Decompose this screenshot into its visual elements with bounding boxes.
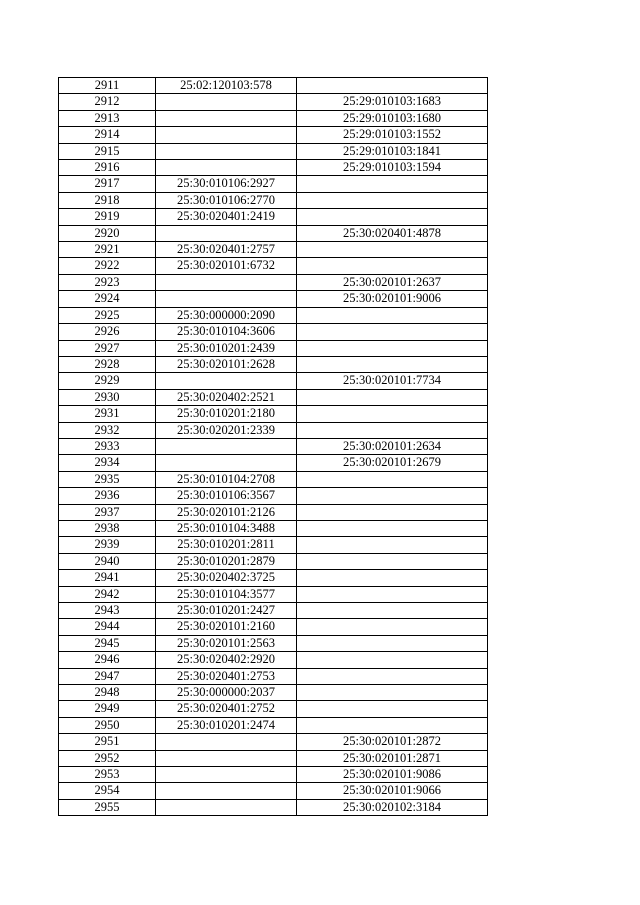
cadastral-number-cell-a	[156, 225, 297, 241]
cadastral-number-cell-a: 25:30:010201:2879	[156, 553, 297, 569]
cadastral-number-cell-b	[297, 685, 488, 701]
cadastral-number-cell-b	[297, 176, 488, 192]
cadastral-number-cell-b	[297, 619, 488, 635]
cadastral-number-cell-b: 25:29:010103:1841	[297, 143, 488, 159]
cadastral-number-cell-a: 25:30:010201:2427	[156, 603, 297, 619]
table-row	[59, 225, 488, 241]
cadastral-number-cell-a: 25:30:010201:2811	[156, 537, 297, 553]
cadastral-number-cell-a	[156, 160, 297, 176]
table-row	[59, 356, 488, 372]
cadastral-number-cell-a: 25:30:020201:2339	[156, 422, 297, 438]
row-number-cell: 2937	[59, 504, 156, 520]
table-row	[59, 570, 488, 586]
row-number-cell: 2950	[59, 717, 156, 733]
table-row	[59, 504, 488, 520]
cadastral-number-cell-b: 25:30:020101:2871	[297, 750, 488, 766]
cadastral-number-cell-a	[156, 799, 297, 815]
row-number-cell: 2911	[59, 78, 156, 94]
cadastral-number-cell-b: 25:30:020102:3184	[297, 799, 488, 815]
table-row	[59, 488, 488, 504]
row-number-cell: 2923	[59, 274, 156, 290]
cadastral-number-cell-a: 25:30:010201:2474	[156, 717, 297, 733]
cadastral-number-cell-a	[156, 274, 297, 290]
table-row	[59, 209, 488, 225]
cadastral-number-cell-a: 25:30:020401:2757	[156, 242, 297, 258]
cadastral-number-cell-b	[297, 258, 488, 274]
cadastral-number-cell-b	[297, 717, 488, 733]
cadastral-number-cell-a: 25:30:010201:2180	[156, 406, 297, 422]
registry-table-body	[59, 78, 488, 816]
table-row	[59, 258, 488, 274]
cadastral-number-cell-a: 25:30:010201:2439	[156, 340, 297, 356]
cadastral-number-cell-a	[156, 127, 297, 143]
cadastral-number-cell-b: 25:30:020101:2637	[297, 274, 488, 290]
table-row	[59, 242, 488, 258]
table-row	[59, 274, 488, 290]
cadastral-number-cell-a	[156, 455, 297, 471]
row-number-cell: 2947	[59, 668, 156, 684]
table-row	[59, 750, 488, 766]
table-row	[59, 176, 488, 192]
table-row	[59, 373, 488, 389]
table-row	[59, 635, 488, 651]
cadastral-number-cell-b	[297, 356, 488, 372]
cadastral-number-cell-a: 25:30:020402:3725	[156, 570, 297, 586]
row-number-cell: 2921	[59, 242, 156, 258]
cadastral-number-cell-a	[156, 291, 297, 307]
cadastral-number-cell-a: 25:30:020101:2628	[156, 356, 297, 372]
row-number-cell: 2922	[59, 258, 156, 274]
row-number-cell: 2918	[59, 192, 156, 208]
row-number-cell: 2931	[59, 406, 156, 422]
cadastral-number-cell-b	[297, 406, 488, 422]
cadastral-number-cell-b	[297, 570, 488, 586]
row-number-cell: 2943	[59, 603, 156, 619]
row-number-cell: 2953	[59, 767, 156, 783]
cadastral-number-cell-a: 25:30:010104:3606	[156, 324, 297, 340]
table-row	[59, 291, 488, 307]
cadastral-number-cell-b	[297, 340, 488, 356]
row-number-cell: 2924	[59, 291, 156, 307]
row-number-cell: 2941	[59, 570, 156, 586]
cadastral-number-cell-b	[297, 668, 488, 684]
table-row	[59, 438, 488, 454]
table-row	[59, 406, 488, 422]
row-number-cell: 2952	[59, 750, 156, 766]
cadastral-number-cell-b	[297, 537, 488, 553]
cadastral-number-cell-a: 25:30:010104:2708	[156, 471, 297, 487]
cadastral-number-cell-a: 25:30:010106:2770	[156, 192, 297, 208]
cadastral-number-cell-b: 25:30:020101:9006	[297, 291, 488, 307]
table-row	[59, 537, 488, 553]
row-number-cell: 2949	[59, 701, 156, 717]
table-row	[59, 603, 488, 619]
cadastral-number-cell-b	[297, 307, 488, 323]
cadastral-number-cell-a	[156, 750, 297, 766]
row-number-cell: 2955	[59, 799, 156, 815]
cadastral-number-cell-a: 25:30:020402:2521	[156, 389, 297, 405]
table-row	[59, 340, 488, 356]
table-row	[59, 767, 488, 783]
cadastral-number-cell-b: 25:30:020101:2679	[297, 455, 488, 471]
row-number-cell: 2944	[59, 619, 156, 635]
cadastral-number-cell-b	[297, 209, 488, 225]
table-row	[59, 586, 488, 602]
table-row	[59, 94, 488, 110]
cadastral-number-cell-a: 25:30:020401:2752	[156, 701, 297, 717]
row-number-cell: 2948	[59, 685, 156, 701]
cadastral-number-cell-b	[297, 324, 488, 340]
cadastral-number-cell-b	[297, 701, 488, 717]
cadastral-number-cell-a: 25:30:000000:2090	[156, 307, 297, 323]
cadastral-number-cell-b: 25:30:020101:2634	[297, 438, 488, 454]
cadastral-number-cell-b	[297, 635, 488, 651]
row-number-cell: 2928	[59, 356, 156, 372]
cadastral-number-cell-a: 25:30:010106:2927	[156, 176, 297, 192]
cadastral-number-cell-b: 25:30:020101:2872	[297, 734, 488, 750]
cadastral-number-cell-a	[156, 373, 297, 389]
row-number-cell: 2934	[59, 455, 156, 471]
row-number-cell: 2913	[59, 110, 156, 126]
cadastral-number-cell-a: 25:02:120103:578	[156, 78, 297, 94]
row-number-cell: 2935	[59, 471, 156, 487]
table-row	[59, 307, 488, 323]
cadastral-number-cell-a: 25:30:020401:2419	[156, 209, 297, 225]
cadastral-number-cell-b	[297, 553, 488, 569]
cadastral-number-cell-b	[297, 488, 488, 504]
table-row	[59, 717, 488, 733]
row-number-cell: 2945	[59, 635, 156, 651]
cadastral-number-cell-a	[156, 143, 297, 159]
row-number-cell: 2938	[59, 520, 156, 536]
row-number-cell: 2940	[59, 553, 156, 569]
cadastral-number-cell-a	[156, 110, 297, 126]
table-row	[59, 734, 488, 750]
table-row	[59, 389, 488, 405]
row-number-cell: 2929	[59, 373, 156, 389]
table-row	[59, 160, 488, 176]
row-number-cell: 2946	[59, 652, 156, 668]
table-row	[59, 78, 488, 94]
cadastral-number-cell-a	[156, 767, 297, 783]
cadastral-number-cell-b	[297, 242, 488, 258]
cadastral-number-cell-a: 25:30:010104:3577	[156, 586, 297, 602]
cadastral-number-cell-b	[297, 520, 488, 536]
row-number-cell: 2914	[59, 127, 156, 143]
table-row	[59, 422, 488, 438]
row-number-cell: 2926	[59, 324, 156, 340]
table-row	[59, 668, 488, 684]
cadastral-number-cell-b	[297, 192, 488, 208]
table-row	[59, 143, 488, 159]
cadastral-number-cell-b: 25:30:020101:7734	[297, 373, 488, 389]
cadastral-number-cell-b	[297, 471, 488, 487]
cadastral-number-cell-b	[297, 78, 488, 94]
row-number-cell: 2927	[59, 340, 156, 356]
cadastral-number-cell-b: 25:30:020101:9086	[297, 767, 488, 783]
row-number-cell: 2912	[59, 94, 156, 110]
row-number-cell: 2939	[59, 537, 156, 553]
row-number-cell: 2932	[59, 422, 156, 438]
cadastral-number-cell-a: 25:30:020101:6732	[156, 258, 297, 274]
registry-table	[58, 77, 488, 816]
table-row	[59, 701, 488, 717]
row-number-cell: 2933	[59, 438, 156, 454]
cadastral-number-cell-b	[297, 422, 488, 438]
cadastral-number-cell-a: 25:30:020402:2920	[156, 652, 297, 668]
table-row	[59, 619, 488, 635]
cadastral-number-cell-a	[156, 94, 297, 110]
table-row	[59, 192, 488, 208]
cadastral-number-cell-a: 25:30:010104:3488	[156, 520, 297, 536]
table-row	[59, 652, 488, 668]
cadastral-number-cell-b	[297, 586, 488, 602]
table-row	[59, 471, 488, 487]
table-row	[59, 799, 488, 815]
table-row	[59, 324, 488, 340]
table-row	[59, 520, 488, 536]
table-row	[59, 110, 488, 126]
row-number-cell: 2925	[59, 307, 156, 323]
cadastral-number-cell-b: 25:29:010103:1594	[297, 160, 488, 176]
cadastral-number-cell-b	[297, 603, 488, 619]
row-number-cell: 2951	[59, 734, 156, 750]
table-row	[59, 685, 488, 701]
row-number-cell: 2954	[59, 783, 156, 799]
row-number-cell: 2915	[59, 143, 156, 159]
table-row	[59, 127, 488, 143]
row-number-cell: 2936	[59, 488, 156, 504]
cadastral-number-cell-b: 25:30:020401:4878	[297, 225, 488, 241]
cadastral-number-cell-b	[297, 389, 488, 405]
row-number-cell: 2916	[59, 160, 156, 176]
cadastral-number-cell-a	[156, 734, 297, 750]
cadastral-number-cell-a: 25:30:020101:2160	[156, 619, 297, 635]
cadastral-number-cell-b: 25:29:010103:1552	[297, 127, 488, 143]
cadastral-number-cell-b: 25:29:010103:1680	[297, 110, 488, 126]
row-number-cell: 2917	[59, 176, 156, 192]
cadastral-number-cell-a: 25:30:010106:3567	[156, 488, 297, 504]
cadastral-number-cell-a: 25:30:000000:2037	[156, 685, 297, 701]
cadastral-number-cell-a: 25:30:020401:2753	[156, 668, 297, 684]
cadastral-number-cell-b	[297, 652, 488, 668]
table-row	[59, 553, 488, 569]
cadastral-number-cell-b: 25:29:010103:1683	[297, 94, 488, 110]
cadastral-number-cell-a: 25:30:020101:2126	[156, 504, 297, 520]
cadastral-number-cell-b	[297, 504, 488, 520]
cadastral-number-cell-b: 25:30:020101:9066	[297, 783, 488, 799]
cadastral-number-cell-a: 25:30:020101:2563	[156, 635, 297, 651]
cadastral-number-cell-a	[156, 438, 297, 454]
row-number-cell: 2930	[59, 389, 156, 405]
table-row	[59, 783, 488, 799]
row-number-cell: 2919	[59, 209, 156, 225]
table-row	[59, 455, 488, 471]
row-number-cell: 2942	[59, 586, 156, 602]
row-number-cell: 2920	[59, 225, 156, 241]
cadastral-number-cell-a	[156, 783, 297, 799]
